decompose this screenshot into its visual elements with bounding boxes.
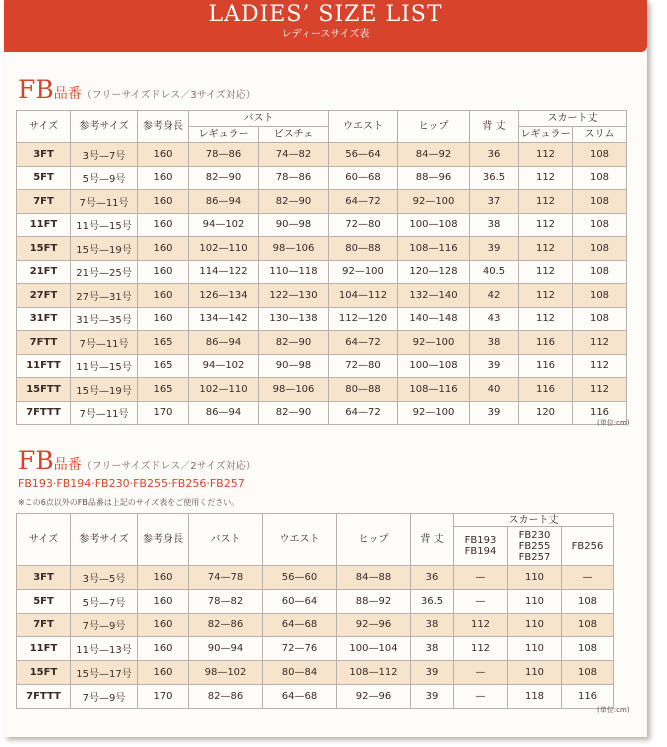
table-row (17, 331, 627, 355)
table-cell: 160 (138, 284, 189, 308)
table-cell: 88—92 (337, 589, 411, 613)
table-cell: 110 (508, 589, 562, 613)
table-cell: 112 (519, 307, 573, 331)
table-row (17, 566, 614, 590)
table-cell: 5号—7号 (71, 589, 138, 613)
table-cell: 112 (519, 284, 573, 308)
table-cell: 78—82 (189, 589, 263, 613)
table-cell: 100—108 (398, 213, 470, 237)
header-bust: バスト (189, 111, 329, 127)
table-cell: 122—130 (259, 284, 329, 308)
hinban-label: 品番 (53, 457, 82, 473)
table-cell: 38 (470, 213, 519, 237)
fb-label: FB (18, 446, 54, 475)
table-cell: 7号—11号 (71, 331, 138, 355)
header-skirt-length: スカート丈 (454, 514, 614, 527)
table-cell: 112 (519, 166, 573, 190)
table-cell: 165 (138, 354, 189, 378)
size-code-cell: 15FTT (17, 378, 71, 402)
size-code-cell: 3FT (17, 566, 71, 590)
table-row (17, 213, 627, 237)
size-code-cell: 27FT (17, 284, 71, 308)
model-fb193: FB193 (464, 535, 497, 546)
table-row (17, 378, 627, 402)
table-row (17, 637, 614, 661)
table-cell: 31号—35号 (71, 307, 138, 331)
table-cell: 165 (138, 331, 189, 355)
size-table-2size-body (17, 566, 614, 709)
page-subtitle: レディースサイズ表 (281, 29, 370, 40)
table-cell: — (562, 566, 614, 590)
model-fb257: FB257 (518, 551, 551, 563)
table-cell: 92—96 (337, 684, 411, 708)
table-cell: 160 (138, 143, 189, 167)
size-code-cell: 5FT (17, 589, 71, 613)
table-row (17, 354, 627, 378)
table-cell: 108 (562, 637, 614, 661)
table-cell: 56—60 (263, 566, 337, 590)
model-fb194: FB194 (464, 546, 497, 557)
table-cell: 82—86 (189, 613, 263, 637)
model-fb230: FB230 (518, 529, 551, 541)
header-fb256: FB256 (562, 527, 614, 566)
size-code-cell: 7FTTT (17, 401, 71, 425)
table-cell: 98—106 (259, 237, 329, 261)
table-cell: 7号—9号 (71, 613, 138, 637)
table-cell: 82—86 (189, 684, 263, 708)
table-cell: 40 (470, 378, 519, 402)
hinban-label: 品番 (53, 86, 82, 102)
table-cell: 112 (519, 237, 573, 261)
table-row (17, 661, 614, 685)
table-cell: 160 (138, 589, 189, 613)
size-code-cell: 7FTT (17, 331, 71, 355)
table-cell: 140—148 (398, 307, 470, 331)
table-cell: 36 (470, 143, 519, 167)
table-cell: 86—94 (189, 190, 259, 214)
table-cell: 110—118 (259, 260, 329, 284)
header-skirt-regular: レギュラー (519, 127, 573, 143)
table-cell: 82—90 (259, 331, 329, 355)
table-cell: 108 (573, 213, 627, 237)
table-row (17, 143, 627, 167)
table-cell: 38 (411, 613, 454, 637)
table-cell: 110 (508, 661, 562, 685)
table-row (17, 589, 614, 613)
table-cell: 110 (508, 566, 562, 590)
table-cell: 72—80 (329, 213, 398, 237)
table-row (17, 166, 627, 190)
table-cell: 160 (138, 237, 189, 261)
header-waist: ウエスト (329, 111, 398, 143)
table-row (17, 684, 614, 708)
table-cell: 39 (470, 354, 519, 378)
table-cell: 134—142 (189, 307, 259, 331)
fb-label: FB (18, 75, 54, 104)
table-cell: 64—72 (329, 401, 398, 425)
table-cell: — (454, 661, 508, 685)
table-cell: 112 (519, 260, 573, 284)
table-cell: 108 (573, 237, 627, 261)
table-cell: 104—112 (329, 284, 398, 308)
table-cell: 36 (411, 566, 454, 590)
table-cell: 170 (138, 684, 189, 708)
table-cell: 3号—5号 (71, 566, 138, 590)
table-cell: 160 (138, 661, 189, 685)
table-cell: 108—116 (398, 237, 470, 261)
table-cell: 132—140 (398, 284, 470, 308)
table-cell: 37 (470, 190, 519, 214)
table-cell: 108 (562, 613, 614, 637)
header-height: 参考身長 (138, 111, 189, 143)
table-cell: 78—86 (189, 143, 259, 167)
table-cell: 112 (573, 331, 627, 355)
table-row (17, 260, 627, 284)
table-row (17, 401, 627, 425)
table-cell: 102—110 (189, 378, 259, 402)
header-waist: ウエスト (263, 514, 337, 566)
table-row (17, 190, 627, 214)
table-cell: 72—76 (263, 637, 337, 661)
model-list: FB193·FB194·FB230·FB255·FB256·FB257 (18, 477, 245, 490)
table-cell: 38 (470, 331, 519, 355)
table-row (17, 613, 614, 637)
table-cell: 108 (573, 166, 627, 190)
table-cell: 39 (411, 661, 454, 685)
table-cell: 130—138 (259, 307, 329, 331)
table-cell: 112 (573, 354, 627, 378)
size-code-cell: 7FT (17, 190, 71, 214)
header-ref-size: 参考サイズ (71, 111, 138, 143)
table-cell: 108 (573, 260, 627, 284)
size-code-cell: 15FT (17, 661, 71, 685)
size-code-cell: 15FT (17, 237, 71, 261)
table-cell: 56—64 (329, 143, 398, 167)
table-cell: 112 (519, 213, 573, 237)
table-cell: 112 (573, 378, 627, 402)
table-cell: 92—100 (398, 190, 470, 214)
header-bust: バスト (189, 514, 263, 566)
table-cell: 116 (519, 378, 573, 402)
table-cell: 64—72 (329, 331, 398, 355)
header-skirt-length: スカート丈 (519, 111, 627, 127)
size-table-3size-body (17, 143, 627, 425)
table-cell: — (454, 684, 508, 708)
table-cell: 84—88 (337, 566, 411, 590)
table-cell: 7号—11号 (71, 190, 138, 214)
table-cell: 114—122 (189, 260, 259, 284)
table-cell: 102—110 (189, 237, 259, 261)
header-hip: ヒップ (337, 514, 411, 566)
table-cell: 39 (411, 684, 454, 708)
table-cell: 160 (138, 213, 189, 237)
table-cell: 88—96 (398, 166, 470, 190)
table-cell: 100—108 (398, 354, 470, 378)
size-chart-page (4, 0, 647, 737)
table-cell: 7号—9号 (71, 684, 138, 708)
table-cell: 27号—31号 (71, 284, 138, 308)
model-fb255: FB255 (518, 540, 551, 552)
header-height: 参考身長 (138, 514, 189, 566)
table-cell: 112 (519, 143, 573, 167)
header-ref-size: 参考サイズ (71, 514, 138, 566)
table-cell: 112 (454, 613, 508, 637)
table-cell: 11号—13号 (71, 637, 138, 661)
table-cell: 60—68 (329, 166, 398, 190)
size-code-cell: 21FT (17, 260, 71, 284)
table-cell: 80—84 (263, 661, 337, 685)
table-cell: 98—106 (259, 378, 329, 402)
title-banner (4, 0, 647, 52)
header-hip: ヒップ (398, 111, 470, 143)
table-cell: 90—94 (189, 637, 263, 661)
table-cell: 112—120 (329, 307, 398, 331)
header-size: サイズ (17, 111, 71, 143)
unit-note-1: (単位:cm) (597, 419, 630, 427)
table-cell: 39 (470, 237, 519, 261)
table-cell: 112 (519, 190, 573, 214)
size-code-cell: 11FTT (17, 354, 71, 378)
unit-note-2: (単位:cm) (597, 706, 630, 714)
table-cell: — (454, 566, 508, 590)
table-cell: 108 (562, 589, 614, 613)
section2-subtitle: （フリーサイズドレス／2サイズ対応） (81, 461, 256, 472)
table-cell: 82—90 (259, 401, 329, 425)
table-cell: 116 (573, 401, 627, 425)
table-cell: 110 (508, 613, 562, 637)
page-title: LADIES’ SIZE LIST (208, 2, 443, 27)
header-bust-regular: レギュラー (189, 127, 259, 143)
size-table-3size (16, 110, 627, 425)
table-cell: 84—92 (398, 143, 470, 167)
table-cell: 108—112 (337, 661, 411, 685)
table-cell: 108 (573, 307, 627, 331)
table-cell: 108 (562, 661, 614, 685)
section1-title (18, 75, 256, 104)
table-cell: 42 (470, 284, 519, 308)
header-skirt-slim: スリム (573, 127, 627, 143)
section1-subtitle: （フリーサイズドレス／3サイズ対応） (81, 90, 256, 101)
header-fb193-fb194 (454, 527, 508, 566)
table-cell: 98—102 (189, 661, 263, 685)
size-code-cell: 11FT (17, 213, 71, 237)
table-cell: 108 (573, 190, 627, 214)
table-cell: 92—96 (337, 613, 411, 637)
table-cell: 90—98 (259, 213, 329, 237)
table-cell: 74—82 (259, 143, 329, 167)
table-cell: 36.5 (470, 166, 519, 190)
table-cell: 15号—17号 (71, 661, 138, 685)
table-cell: 64—68 (263, 684, 337, 708)
table-cell: 39 (470, 401, 519, 425)
table-cell: 60—64 (263, 589, 337, 613)
table-cell: 78—86 (259, 166, 329, 190)
table-cell: 160 (138, 637, 189, 661)
table-cell: 116 (519, 331, 573, 355)
size-code-cell: 5FT (17, 166, 71, 190)
table-cell: 90—98 (259, 354, 329, 378)
table-cell: 92—100 (398, 331, 470, 355)
table-cell: 11号—15号 (71, 213, 138, 237)
table-cell: 80—88 (329, 378, 398, 402)
table-cell: 38 (411, 637, 454, 661)
table-cell: 15号—19号 (71, 237, 138, 261)
table-cell: 82—90 (259, 190, 329, 214)
table-cell: 82—90 (189, 166, 259, 190)
table-cell: 72—80 (329, 354, 398, 378)
table-cell: 160 (138, 166, 189, 190)
table-cell: 5号—9号 (71, 166, 138, 190)
table-cell: 94—102 (189, 213, 259, 237)
table-cell: 80—88 (329, 237, 398, 261)
table-cell: 110 (508, 637, 562, 661)
table-cell: 112 (454, 637, 508, 661)
table-cell: 7号—11号 (71, 401, 138, 425)
table-cell: 160 (138, 613, 189, 637)
table-cell: 120—128 (398, 260, 470, 284)
size-code-cell: 11FT (17, 637, 71, 661)
header-back-length: 背 丈 (411, 514, 454, 566)
table-row (17, 284, 627, 308)
table-cell: 36.5 (411, 589, 454, 613)
table-cell: 116 (519, 354, 573, 378)
table-cell: 108—116 (398, 378, 470, 402)
table-cell: 108 (573, 143, 627, 167)
table-cell: 86—94 (189, 331, 259, 355)
size-code-cell: 3FT (17, 143, 71, 167)
table-cell: 108 (573, 284, 627, 308)
table-cell: 21号—25号 (71, 260, 138, 284)
table-cell: 92—100 (329, 260, 398, 284)
table-cell: 170 (138, 401, 189, 425)
table-row (17, 307, 627, 331)
table-cell: 165 (138, 378, 189, 402)
table-cell: 160 (138, 566, 189, 590)
size-code-cell: 31FT (17, 307, 71, 331)
table-cell: 126—134 (189, 284, 259, 308)
table-row (17, 237, 627, 261)
table-cell: 11号—15号 (71, 354, 138, 378)
table-cell: 74—78 (189, 566, 263, 590)
table-cell: 160 (138, 190, 189, 214)
table-cell: 116 (562, 684, 614, 708)
table-cell: 40.5 (470, 260, 519, 284)
header-back-length: 背 丈 (470, 111, 519, 143)
model-note: ※この6点以外のFB品番は上記のサイズ表をご使用ください。 (18, 498, 240, 507)
header-size: サイズ (17, 514, 71, 566)
table-cell: 86—94 (189, 401, 259, 425)
section2-title (18, 446, 256, 475)
table-cell: 120 (519, 401, 573, 425)
size-table-2size (16, 513, 614, 709)
size-code-cell: 7FT (17, 613, 71, 637)
table-cell: 64—72 (329, 190, 398, 214)
table-cell: 94—102 (189, 354, 259, 378)
table-cell: 64—68 (263, 613, 337, 637)
table-cell: 160 (138, 307, 189, 331)
table-cell: 3号—7号 (71, 143, 138, 167)
table-cell: 15号—19号 (71, 378, 138, 402)
table-cell: 92—100 (398, 401, 470, 425)
table-cell: — (454, 589, 508, 613)
table-cell: 160 (138, 260, 189, 284)
header-bust-bustier: ビスチェ (259, 127, 329, 143)
table-cell: 100—104 (337, 637, 411, 661)
table-cell: 118 (508, 684, 562, 708)
table-cell: 43 (470, 307, 519, 331)
header-fb230-fb255-fb257 (508, 527, 562, 566)
size-code-cell: 7FTTT (17, 684, 71, 708)
